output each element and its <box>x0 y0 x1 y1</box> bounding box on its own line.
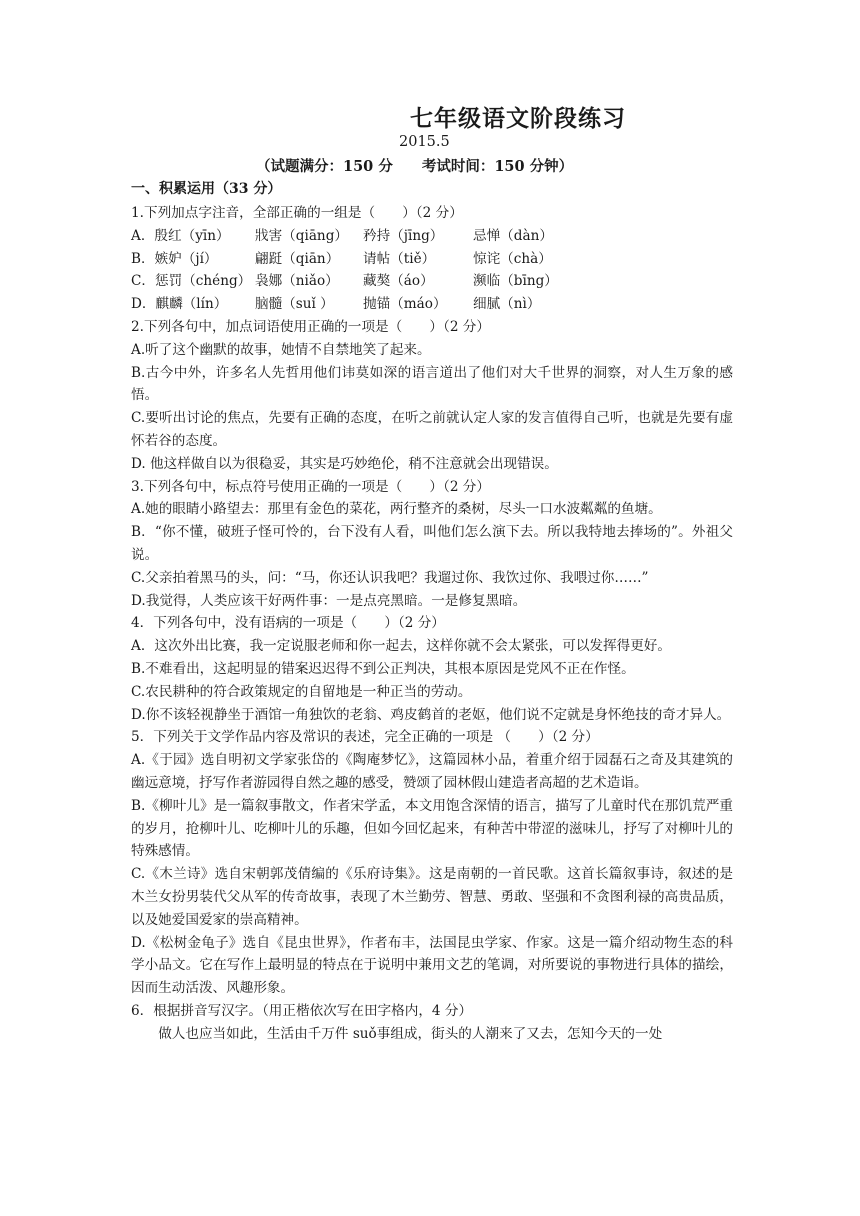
q4-option-b: B.不难看出，这起明显的错案迟迟得不到公正判决，其根本原因是党风不正在作怪。 <box>131 660 635 677</box>
option-item: 翩跹（qiān） <box>255 250 340 267</box>
option-item: C．惩罚（chéng） <box>131 273 252 290</box>
q2-option-a: A.听了这个幽默的故事，她情不自禁地笑了起来。 <box>131 341 431 358</box>
option-item: 脑髓（suǐ ） <box>255 296 334 313</box>
q4-stem: 4．下列各句中，没有语病的一项是（ ）（2 分） <box>131 615 445 632</box>
q4-option-a: A．这次外出比赛，我一定说服老师和你一起去，这样你就不会太紧张，可以发挥得更好。 <box>131 638 671 655</box>
option-item: 忌惮（dàn） <box>473 227 553 244</box>
q2-option-b: B.古今中外，许多名人先哲用他们讳莫如深的语言道出了他们对大千世界的洞察，对人生万象的感悟。 <box>131 364 733 404</box>
option-item: 戕害（qiāng） <box>255 227 348 244</box>
option-item: 袅娜（niǎo） <box>255 273 339 290</box>
q3-option-a: A.她的眼睛小路望去：那里有金色的菜花，两行整齐的桑树，尽头一口水波粼粼的鱼塘。 <box>131 501 662 518</box>
option-item: 细腻（nì） <box>473 296 541 313</box>
exam-info: （试题满分：150 分 考试时间：150 分钟） <box>256 158 574 175</box>
q1-option-c <box>131 270 733 293</box>
q6-stem: 6．根据拼音写汉字。（用正楷依次写在田字格内，4 分） <box>131 1002 473 1019</box>
option-item: D．麒麟（lín） <box>131 296 228 313</box>
q5-option-a: A.《于园》选自明初文学家张岱的《陶庵梦忆》，这篇园林小品，着重介绍于园磊石之奇及其建筑的幽远意境，抒写作者游园得自然之趣的感受，赞颂了园林假山建造者高超的艺术造诣。 <box>131 752 733 791</box>
option-item: 惊诧（chà） <box>473 250 552 267</box>
option-item: 请帖（tiě） <box>363 250 436 267</box>
q4-option-c: C.农民耕种的符合政策规定的自留地是一种正当的劳动。 <box>131 683 472 700</box>
q5-option-c: C.《木兰诗》选自宋朝郭茂倩编的《乐府诗集》。这是南朝的一首民歌。这首长篇叙事诗，叙述的是木兰女扮男装代父从军的传奇故事，表现了木兰勤劳、智慧、勇敢、坚强和不贪图利禄的高贵品质，以及她爱国爱家的崇高精神。 <box>131 866 733 928</box>
q4-option-d: D.你不该轻视静坐于酒馆一角独饮的老翁、鸡皮鹤首的老妪，他们说不定就是身怀绝技的奇才异人。 <box>131 706 731 723</box>
q1-option-d <box>131 293 733 316</box>
option-item: B．嫉妒（jí） <box>131 250 218 267</box>
q3-option-b: B．“你不懂，破班子怪可怜的，台下没有人看，叫他们怎么演下去。所以我特地去捧场的”。外祖父说。 <box>131 524 733 563</box>
option-item: 矜持（jīng） <box>363 227 444 244</box>
q2-stem: 2.下列各句中，加点词语使用正确的一项是（ ）（2 分） <box>131 318 490 335</box>
q3-option-c: C.父亲拍着黑马的头，问：“马，你还认识我吧？我遛过你、我饮过你、我喂过你……” <box>131 569 649 586</box>
q5-option-b: B.《柳叶儿》是一篇叙事散文，作者宋学孟，本文用饱含深情的语言，描写了儿童时代在那饥荒严重的岁月，抢柳叶儿、吃柳叶儿的乐趣，但如今回忆起来，有种苦中带涩的滋味儿，抒写了对柳叶儿的特殊感情。 <box>131 797 733 860</box>
q1-option-a <box>131 225 733 248</box>
q1-stem: 1.下列加点字注音，全部正确的一组是（ ）（2 分） <box>131 205 463 221</box>
q2-option-c: C.要听出讨论的焦点，先要有正确的态度，在听之前就认定人家的发言值得自己听，也就是先要有虚怀若谷的态度。 <box>131 410 733 449</box>
option-item: A．殷红（yīn） <box>131 227 230 244</box>
option-item: 藏獒（áo） <box>363 273 434 290</box>
q2-option-d: D. 他这样做自以为很稳妥，其实是巧妙绝伦，稍不注意就会出现错误。 <box>131 455 558 472</box>
questions-body <box>131 202 733 1045</box>
q1-option-b <box>131 248 733 271</box>
q5-stem: 5．下列关于文学作品内容及常识的表述，完全正确的一项是 （ ）（2 分） <box>131 729 599 746</box>
option-item: 濒临（bīng） <box>473 273 558 290</box>
q3-option-d: D.我觉得，人类应该干好两件事：一是点亮黑暗。一是修复黑暗。 <box>131 592 527 609</box>
q3-stem: 3.下列各句中，标点符号使用正确的一项是（ ）（2 分） <box>131 478 490 495</box>
option-item: 抛锚（máo） <box>363 296 447 313</box>
exam-date: 2015.5 <box>399 134 450 150</box>
q5-option-d: D.《松树金龟子》选自《昆虫世界》，作者布丰，法国昆虫学家、作家。这是一篇介绍动物生态的科学小品文。它在写作上最明显的特点在于说明中兼用文艺的笔调，对所要说的事物进行具体的描绘，因而生动活泼、风趣形象。 <box>131 934 733 997</box>
page-title: 七年级语文阶段练习 <box>410 105 626 132</box>
q6-passage: 做人也应当如此，生活由千万件 suǒ事组成，街头的人潮来了又去，怎知今天的一处 <box>158 1025 663 1042</box>
section-heading: 一、积累运用（33 分） <box>131 181 282 197</box>
